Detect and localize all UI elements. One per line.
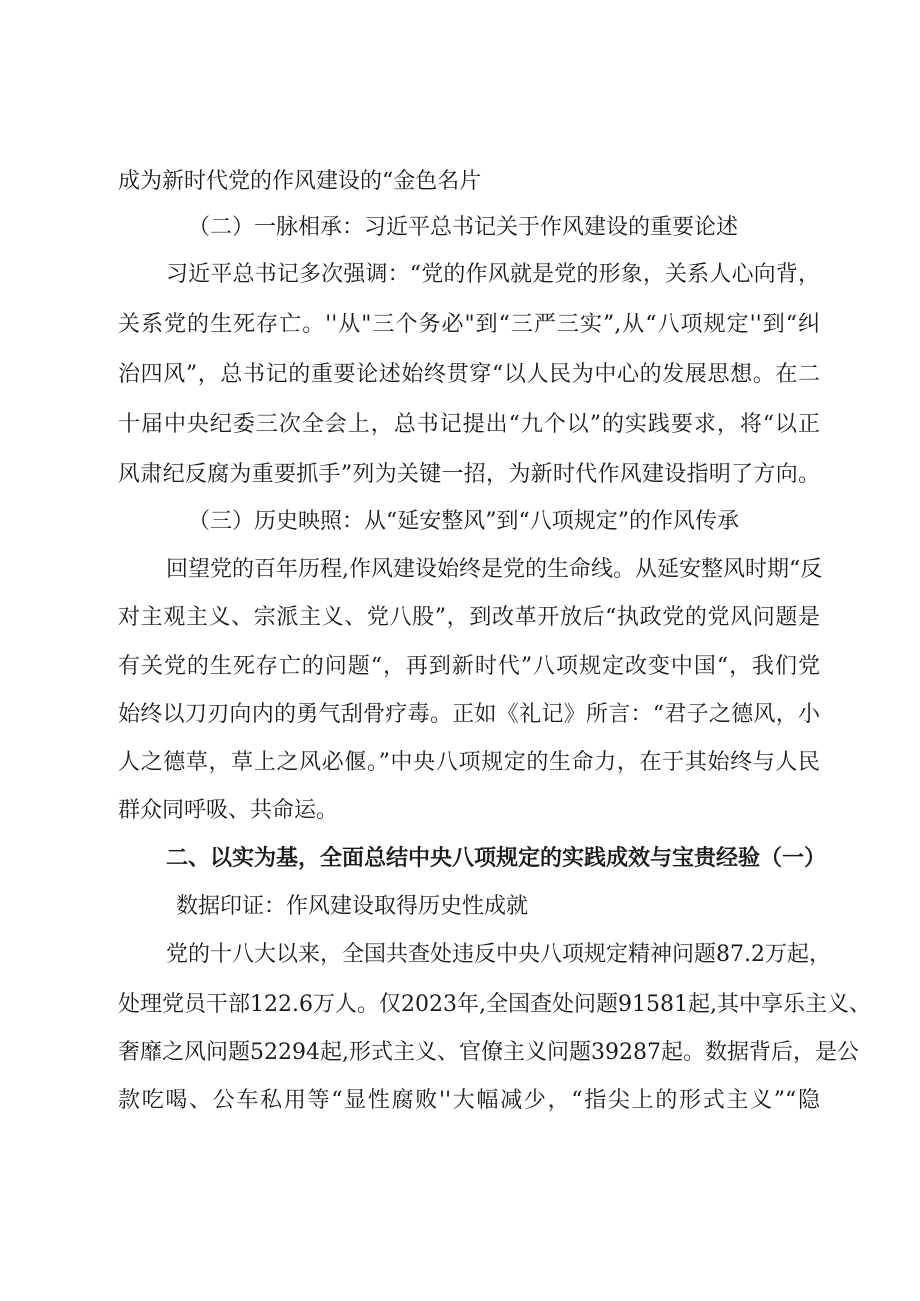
paragraph-line: 习近平总书记多次强调：“党的作风就是党的形象，关系人心向背， [166, 262, 820, 287]
paragraph-line: 处理党员干部122.6万人。仅2023年,全国查处问题91581起,其中享乐主义、 [118, 992, 871, 1017]
paragraph-line: 关系党的生死存亡。''从"三个务必"到“三严三实”,从“八项规定''到“纠 [118, 312, 820, 337]
section-subheading: （二）一脉相承：习近平总书记关于作风建设的重要论述 [188, 215, 739, 240]
paragraph-line: 风肃纪反腐为重要抓手”列为关键一招，为新时代作风建设指明了方向。 [118, 462, 820, 487]
paragraph-line: 对主观主义、宗派主义、党八股”，到改革开放后“执政党的党风问题是 [118, 605, 820, 630]
paragraph-line: 成为新时代党的作风建设的“金色名片 [118, 169, 482, 194]
section-subheading: （三）历史映照：从“延安整风”到“八项规定”的作风传承 [188, 509, 739, 534]
paragraph-line: 回望党的百年历程,作风建设始终是党的生命线。从延安整风时期“反 [166, 557, 823, 582]
paragraph-line: 始终以刀刃向内的勇气刮骨疗毒。正如《礼记》所言：“君子之德风，小 [118, 702, 820, 727]
paragraph-line: 有关党的生死存亡的问题“，再到新时代”八项规定改变中国“，我们党 [118, 654, 820, 679]
paragraph-line: 人之德草，草上之风必偃。”中央八项规定的生命力，在于其始终与人民 [118, 750, 820, 775]
section-heading: 二、以实为基，全面总结中央八项规定的实践成效与宝贵经验（一） [166, 846, 827, 871]
paragraph-line: 群众同呼吸、共命运。 [118, 798, 339, 823]
paragraph-line: 十届中央纪委三次全会上，总书记提出“九个以”的实践要求，将“以正 [118, 412, 820, 437]
paragraph-line: 款吃喝、公车私用等“显性腐败''大幅减少，“指尖上的形式主义”“隐 [118, 1088, 820, 1113]
paragraph-line: 党的十八大以来，全国共查处违反中央八项规定精神问题87.2万起， [166, 942, 831, 967]
section-subheading: 数据印证：作风建设取得历史性成就 [176, 894, 529, 919]
paragraph-line: 奢靡之风问题52294起,形式主义、官僚主义问题39287起。数据背后，是公 [118, 1040, 859, 1065]
paragraph-line: 治四风”，总书记的重要论述始终贯穿“以人民为中心的发展思想。在二 [118, 362, 820, 387]
